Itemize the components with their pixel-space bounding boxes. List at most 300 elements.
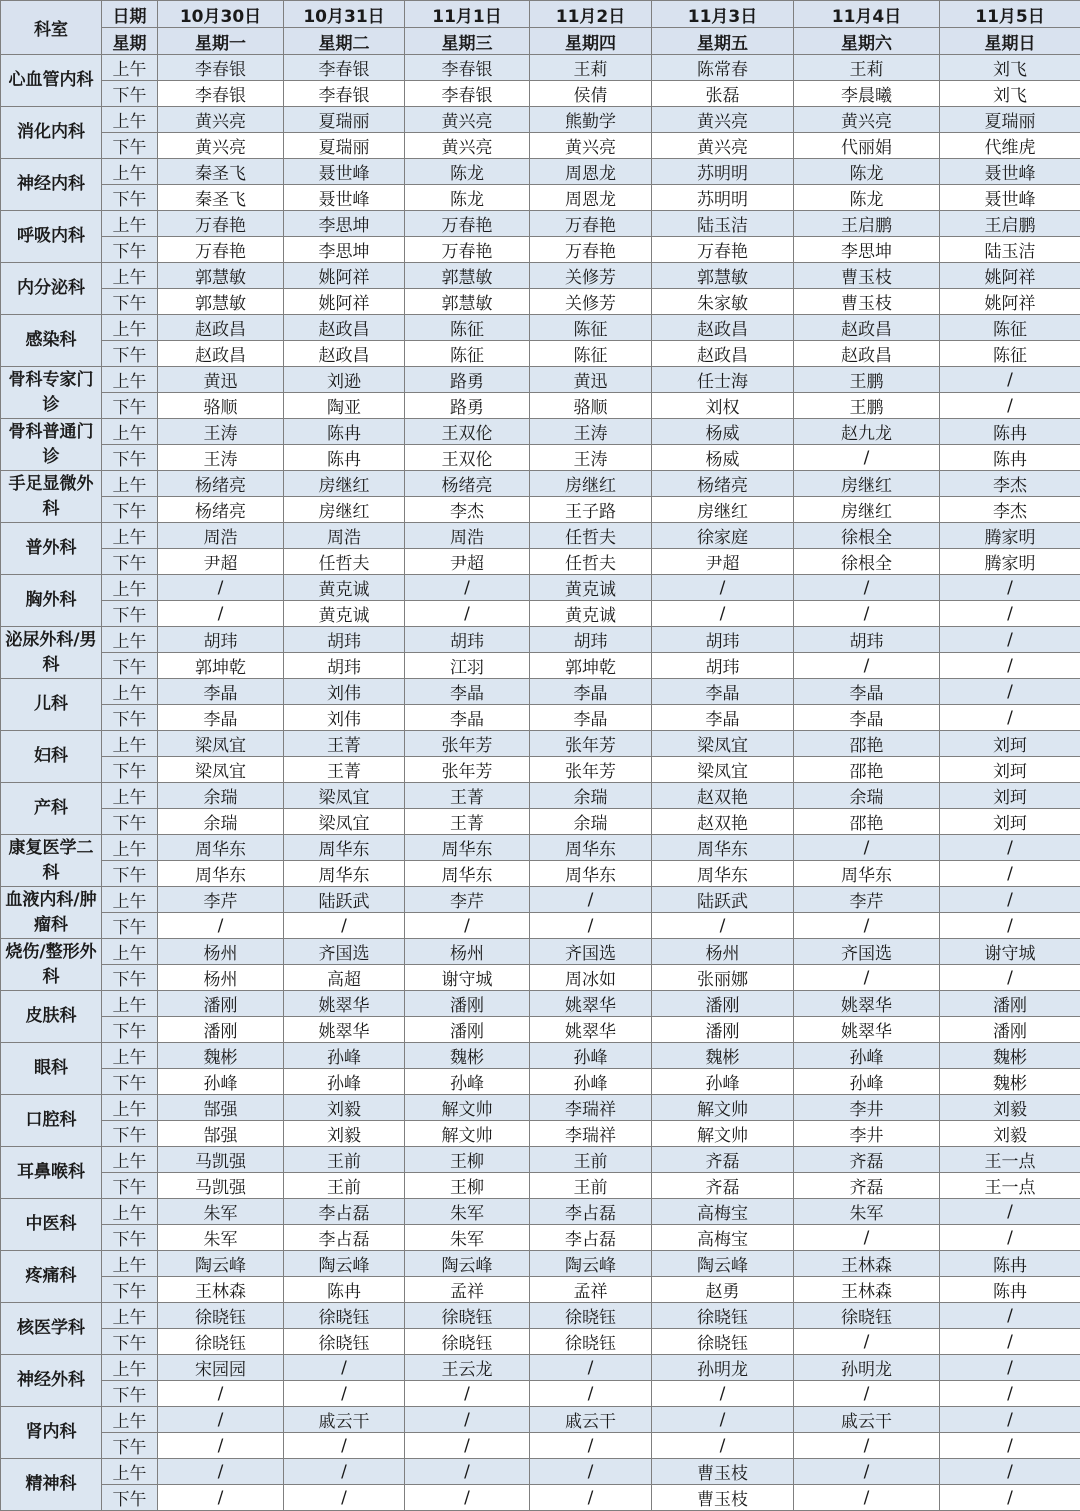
doctor-cell: /: [652, 913, 794, 939]
doctor-cell: 郜强: [158, 1121, 284, 1147]
doctor-cell: 齐磊: [794, 1147, 940, 1173]
doctor-cell: 徐根全: [794, 549, 940, 575]
doctor-cell: 赵九龙: [794, 419, 940, 445]
table-row: [1, 445, 1080, 471]
doctor-cell: 王菁: [405, 783, 530, 809]
doctor-cell: 杨绪亮: [158, 497, 284, 523]
doctor-cell: 余瑞: [158, 783, 284, 809]
department-name: 产科: [1, 783, 102, 835]
doctor-cell: 刘飞: [940, 81, 1080, 107]
doctor-cell: 侯倩: [530, 81, 652, 107]
doctor-cell: 陈龙: [794, 185, 940, 211]
doctor-cell: 杨绪亮: [158, 471, 284, 497]
table-row: [1, 1485, 1080, 1511]
doctor-cell: 陈征: [530, 341, 652, 367]
doctor-cell: 王双伦: [405, 445, 530, 471]
table-row: [1, 1069, 1080, 1095]
doctor-cell: 杨州: [405, 939, 530, 965]
table-row: [1, 809, 1080, 835]
doctor-cell: 杨州: [158, 965, 284, 991]
doctor-cell: 秦圣飞: [158, 159, 284, 185]
doctor-cell: /: [158, 601, 284, 627]
period-label: 下午: [102, 1485, 158, 1511]
doctor-cell: 聂世峰: [284, 185, 405, 211]
table-row: [1, 1251, 1080, 1277]
doctor-cell: 孙明龙: [794, 1355, 940, 1381]
doctor-cell: 邵艳: [794, 731, 940, 757]
table-row: [1, 991, 1080, 1017]
doctor-cell: 陈龙: [405, 185, 530, 211]
period-label: 上午: [102, 419, 158, 445]
doctor-cell: 刘逊: [284, 367, 405, 393]
doctor-cell: 宋园园: [158, 1355, 284, 1381]
doctor-cell: 陈冉: [940, 1251, 1080, 1277]
period-label: 上午: [102, 1147, 158, 1173]
doctor-cell: 谢守城: [405, 965, 530, 991]
doctor-cell: 齐国选: [284, 939, 405, 965]
doctor-cell: 周华东: [794, 861, 940, 887]
doctor-cell: 王鹏: [794, 367, 940, 393]
doctor-cell: 胡玮: [794, 627, 940, 653]
period-label: 下午: [102, 1173, 158, 1199]
dept-column-header: 科室: [1, 1, 102, 55]
table-row: [1, 679, 1080, 705]
department-name: 神经外科: [1, 1355, 102, 1407]
table-row: [1, 1277, 1080, 1303]
schedule-body: [1, 1, 1080, 1511]
doctor-cell: 胡玮: [652, 653, 794, 679]
doctor-cell: 齐磊: [652, 1147, 794, 1173]
doctor-cell: 李思坤: [284, 237, 405, 263]
doctor-cell: 李占磊: [530, 1225, 652, 1251]
doctor-cell: /: [940, 1199, 1080, 1225]
date-header: 11月4日: [794, 1, 940, 28]
doctor-cell: /: [940, 575, 1080, 601]
doctor-cell: 李芹: [405, 887, 530, 913]
table-row: [1, 549, 1080, 575]
doctor-cell: 李春银: [158, 55, 284, 81]
doctor-cell: 刘珂: [940, 757, 1080, 783]
doctor-cell: /: [284, 1485, 405, 1511]
doctor-cell: 刘珂: [940, 809, 1080, 835]
doctor-cell: 徐晓钰: [158, 1329, 284, 1355]
doctor-cell: 李瑞祥: [530, 1095, 652, 1121]
doctor-cell: 骆顺: [530, 393, 652, 419]
doctor-cell: 解文帅: [405, 1095, 530, 1121]
doctor-cell: 王柳: [405, 1147, 530, 1173]
doctor-cell: 关修芳: [530, 289, 652, 315]
doctor-cell: 陈冉: [940, 419, 1080, 445]
doctor-cell: 姚阿祥: [284, 289, 405, 315]
period-label: 上午: [102, 315, 158, 341]
period-label: 下午: [102, 1017, 158, 1043]
table-row: [1, 861, 1080, 887]
doctor-cell: 高梅宝: [652, 1199, 794, 1225]
doctor-cell: /: [158, 1407, 284, 1433]
doctor-cell: 周华东: [405, 835, 530, 861]
doctor-cell: /: [794, 1459, 940, 1485]
doctor-cell: 刘毅: [284, 1095, 405, 1121]
doctor-cell: /: [530, 913, 652, 939]
doctor-cell: 万春艳: [405, 237, 530, 263]
department-name: 心血管内科: [1, 55, 102, 107]
doctor-cell: 谢守城: [940, 939, 1080, 965]
doctor-cell: 姚翠华: [530, 991, 652, 1017]
doctor-cell: 李杰: [940, 471, 1080, 497]
doctor-cell: 王涛: [158, 445, 284, 471]
doctor-cell: /: [794, 1485, 940, 1511]
doctor-cell: 黄兴亮: [652, 107, 794, 133]
doctor-cell: /: [530, 1381, 652, 1407]
period-label: 上午: [102, 55, 158, 81]
doctor-cell: /: [405, 575, 530, 601]
doctor-cell: 周华东: [652, 835, 794, 861]
doctor-cell: 李芹: [158, 887, 284, 913]
doctor-cell: 郭慧敏: [158, 263, 284, 289]
department-name: 核医学科: [1, 1303, 102, 1355]
doctor-cell: 郭慧敏: [405, 289, 530, 315]
doctor-cell: /: [940, 393, 1080, 419]
table-row: [1, 835, 1080, 861]
doctor-cell: 黄兴亮: [405, 133, 530, 159]
table-row: [1, 1043, 1080, 1069]
period-label: 上午: [102, 1199, 158, 1225]
table-row: [1, 1303, 1080, 1329]
doctor-cell: 徐晓钰: [405, 1329, 530, 1355]
table-row: [1, 965, 1080, 991]
doctor-cell: 王林森: [794, 1277, 940, 1303]
doctor-cell: 腾家明: [940, 549, 1080, 575]
department-name: 疼痛科: [1, 1251, 102, 1303]
doctor-cell: /: [405, 1407, 530, 1433]
doctor-cell: 戚云干: [794, 1407, 940, 1433]
period-label: 下午: [102, 81, 158, 107]
weekday-header: 星期一: [158, 28, 284, 55]
doctor-cell: /: [940, 887, 1080, 913]
doctor-cell: 姚阿祥: [940, 289, 1080, 315]
period-label: 上午: [102, 731, 158, 757]
doctor-cell: 刘飞: [940, 55, 1080, 81]
table-row: [1, 55, 1080, 81]
doctor-cell: /: [530, 1459, 652, 1485]
table-row: [1, 575, 1080, 601]
department-name: 呼吸内科: [1, 211, 102, 263]
date-label: 日期: [102, 1, 158, 28]
doctor-cell: 刘毅: [940, 1121, 1080, 1147]
doctor-cell: 潘刚: [158, 991, 284, 1017]
doctor-cell: 黄兴亮: [794, 107, 940, 133]
doctor-cell: 代维虎: [940, 133, 1080, 159]
doctor-cell: 张磊: [652, 81, 794, 107]
doctor-cell: 路勇: [405, 367, 530, 393]
doctor-cell: /: [405, 913, 530, 939]
table-row: [1, 1381, 1080, 1407]
doctor-cell: 房继红: [794, 471, 940, 497]
doctor-cell: 梁凤宜: [158, 731, 284, 757]
doctor-cell: /: [794, 1329, 940, 1355]
doctor-cell: 王柳: [405, 1173, 530, 1199]
doctor-cell: 周恩龙: [530, 185, 652, 211]
doctor-cell: /: [794, 445, 940, 471]
doctor-cell: 赵政昌: [284, 315, 405, 341]
doctor-cell: 王前: [530, 1173, 652, 1199]
period-label: 上午: [102, 107, 158, 133]
department-name: 普外科: [1, 523, 102, 575]
doctor-cell: 黄兴亮: [652, 133, 794, 159]
doctor-cell: /: [284, 1433, 405, 1459]
doctor-cell: 任哲夫: [284, 549, 405, 575]
doctor-cell: 邵艳: [794, 809, 940, 835]
doctor-cell: /: [940, 1303, 1080, 1329]
doctor-cell: 刘权: [652, 393, 794, 419]
doctor-cell: 余瑞: [158, 809, 284, 835]
doctor-cell: 张丽娜: [652, 965, 794, 991]
doctor-cell: 李思坤: [284, 211, 405, 237]
doctor-cell: 刘伟: [284, 705, 405, 731]
table-row: [1, 133, 1080, 159]
doctor-cell: 万春艳: [652, 237, 794, 263]
doctor-cell: 尹超: [158, 549, 284, 575]
doctor-cell: 赵双艳: [652, 809, 794, 835]
doctor-cell: 解文帅: [652, 1095, 794, 1121]
date-header: 10月30日: [158, 1, 284, 28]
doctor-cell: 苏明明: [652, 159, 794, 185]
doctor-cell: 周华东: [158, 835, 284, 861]
doctor-cell: 王鹏: [794, 393, 940, 419]
doctor-cell: 李晨曦: [794, 81, 940, 107]
doctor-cell: /: [794, 1433, 940, 1459]
period-label: 下午: [102, 1433, 158, 1459]
doctor-cell: 徐晓钰: [284, 1303, 405, 1329]
doctor-cell: /: [940, 913, 1080, 939]
doctor-cell: 王林森: [158, 1277, 284, 1303]
department-name: 中医科: [1, 1199, 102, 1251]
header-row-dates: [1, 1, 1080, 28]
doctor-cell: 陶云峰: [405, 1251, 530, 1277]
doctor-cell: 周华东: [530, 861, 652, 887]
doctor-cell: 王一点: [940, 1173, 1080, 1199]
table-row: [1, 289, 1080, 315]
doctor-cell: 魏彬: [940, 1069, 1080, 1095]
doctor-cell: 聂世峰: [940, 185, 1080, 211]
doctor-cell: 曹玉枝: [794, 263, 940, 289]
doctor-cell: /: [158, 575, 284, 601]
doctor-cell: 王菁: [405, 809, 530, 835]
department-name: 泌尿外科/男科: [1, 627, 102, 679]
doctor-cell: 陈征: [940, 341, 1080, 367]
doctor-cell: 齐磊: [652, 1173, 794, 1199]
period-label: 下午: [102, 809, 158, 835]
doctor-cell: 朱军: [158, 1225, 284, 1251]
period-label: 上午: [102, 627, 158, 653]
doctor-cell: 高超: [284, 965, 405, 991]
table-row: [1, 627, 1080, 653]
doctor-cell: 胡玮: [284, 653, 405, 679]
doctor-cell: 周浩: [158, 523, 284, 549]
doctor-cell: 秦圣飞: [158, 185, 284, 211]
doctor-cell: /: [158, 913, 284, 939]
doctor-cell: 陶云峰: [530, 1251, 652, 1277]
doctor-cell: 陈冉: [284, 419, 405, 445]
doctor-cell: 邵艳: [794, 757, 940, 783]
doctor-cell: 杨绪亮: [405, 471, 530, 497]
doctor-cell: 赵勇: [652, 1277, 794, 1303]
doctor-cell: 魏彬: [405, 1043, 530, 1069]
doctor-cell: 李春银: [405, 81, 530, 107]
period-label: 上午: [102, 1251, 158, 1277]
doctor-cell: 李晶: [158, 679, 284, 705]
doctor-cell: 王莉: [530, 55, 652, 81]
doctor-cell: 陈龙: [405, 159, 530, 185]
doctor-cell: 陈冉: [284, 445, 405, 471]
doctor-cell: 万春艳: [405, 211, 530, 237]
doctor-cell: 徐晓钰: [530, 1329, 652, 1355]
doctor-cell: /: [940, 835, 1080, 861]
doctor-cell: 徐晓钰: [652, 1303, 794, 1329]
doctor-cell: /: [940, 1485, 1080, 1511]
doctor-cell: /: [794, 1225, 940, 1251]
doctor-cell: /: [530, 887, 652, 913]
doctor-cell: 夏瑞丽: [284, 133, 405, 159]
period-label: 上午: [102, 575, 158, 601]
department-name: 手足显微外科: [1, 471, 102, 523]
period-label: 上午: [102, 1407, 158, 1433]
period-label: 上午: [102, 835, 158, 861]
doctor-cell: /: [158, 1459, 284, 1485]
date-header: 11月5日: [940, 1, 1080, 28]
doctor-cell: /: [158, 1485, 284, 1511]
date-header: 10月31日: [284, 1, 405, 28]
doctor-cell: 李春银: [284, 81, 405, 107]
period-label: 下午: [102, 757, 158, 783]
doctor-cell: 胡玮: [284, 627, 405, 653]
period-label: 下午: [102, 861, 158, 887]
table-row: [1, 367, 1080, 393]
period-label: 下午: [102, 1381, 158, 1407]
table-row: [1, 1199, 1080, 1225]
table-row: [1, 1355, 1080, 1381]
doctor-cell: 解文帅: [405, 1121, 530, 1147]
doctor-cell: 陆玉洁: [940, 237, 1080, 263]
doctor-cell: 苏明明: [652, 185, 794, 211]
doctor-cell: 李井: [794, 1095, 940, 1121]
department-name: 精神科: [1, 1459, 102, 1511]
doctor-cell: 陆跃武: [284, 887, 405, 913]
doctor-cell: 胡玮: [530, 627, 652, 653]
doctor-cell: 杨州: [652, 939, 794, 965]
doctor-cell: 戚云干: [284, 1407, 405, 1433]
doctor-cell: 姚翠华: [530, 1017, 652, 1043]
doctor-cell: 余瑞: [530, 783, 652, 809]
doctor-cell: 王子路: [530, 497, 652, 523]
doctor-cell: 杨威: [652, 419, 794, 445]
doctor-cell: 高梅宝: [652, 1225, 794, 1251]
date-header: 11月2日: [530, 1, 652, 28]
doctor-cell: 李晶: [158, 705, 284, 731]
weekday-header: 星期三: [405, 28, 530, 55]
period-label: 下午: [102, 1121, 158, 1147]
doctor-cell: 万春艳: [530, 211, 652, 237]
doctor-cell: 潘刚: [405, 991, 530, 1017]
doctor-cell: 周华东: [405, 861, 530, 887]
doctor-cell: 赵政昌: [652, 315, 794, 341]
table-row: [1, 159, 1080, 185]
doctor-cell: 周冰如: [530, 965, 652, 991]
doctor-cell: 李占磊: [284, 1225, 405, 1251]
department-name: 骨科普通门诊: [1, 419, 102, 471]
table-row: [1, 757, 1080, 783]
department-name: 血液内科/肿瘤科: [1, 887, 102, 939]
period-label: 下午: [102, 237, 158, 263]
doctor-cell: 张年芳: [405, 757, 530, 783]
doctor-cell: 聂世峰: [940, 159, 1080, 185]
doctor-cell: 陈冉: [284, 1277, 405, 1303]
doctor-cell: 李晶: [405, 705, 530, 731]
period-label: 下午: [102, 133, 158, 159]
doctor-cell: 杨绪亮: [652, 471, 794, 497]
doctor-cell: /: [940, 653, 1080, 679]
department-name: 耳鼻喉科: [1, 1147, 102, 1199]
doctor-cell: 梁凤宜: [284, 783, 405, 809]
doctor-cell: /: [284, 1381, 405, 1407]
table-row: [1, 705, 1080, 731]
doctor-cell: 齐国选: [794, 939, 940, 965]
table-row: [1, 263, 1080, 289]
doctor-cell: 刘毅: [284, 1121, 405, 1147]
doctor-cell: 李杰: [405, 497, 530, 523]
doctor-cell: 黄兴亮: [158, 133, 284, 159]
doctor-cell: 黄迅: [530, 367, 652, 393]
period-label: 上午: [102, 887, 158, 913]
doctor-cell: 梁凤宜: [652, 731, 794, 757]
doctor-cell: 刘珂: [940, 783, 1080, 809]
doctor-cell: /: [940, 1381, 1080, 1407]
department-name: 消化内科: [1, 107, 102, 159]
doctor-cell: /: [940, 1433, 1080, 1459]
doctor-cell: 任哲夫: [530, 549, 652, 575]
doctor-cell: 魏彬: [158, 1043, 284, 1069]
table-row: [1, 1225, 1080, 1251]
period-label: 下午: [102, 1069, 158, 1095]
doctor-cell: 王前: [530, 1147, 652, 1173]
doctor-cell: 潘刚: [652, 991, 794, 1017]
doctor-cell: 姚翠华: [284, 1017, 405, 1043]
doctor-cell: 周浩: [284, 523, 405, 549]
doctor-cell: 陈征: [940, 315, 1080, 341]
table-row: [1, 1433, 1080, 1459]
doctor-cell: 郭慧敏: [652, 263, 794, 289]
doctor-cell: 孙峰: [794, 1043, 940, 1069]
doctor-cell: /: [940, 367, 1080, 393]
period-label: 上午: [102, 367, 158, 393]
doctor-cell: 李占磊: [530, 1199, 652, 1225]
table-row: [1, 1407, 1080, 1433]
doctor-cell: /: [940, 1459, 1080, 1485]
doctor-cell: 李占磊: [284, 1199, 405, 1225]
doctor-cell: 孙峰: [530, 1069, 652, 1095]
doctor-cell: /: [794, 601, 940, 627]
doctor-cell: 马凯强: [158, 1173, 284, 1199]
doctor-cell: 陶亚: [284, 393, 405, 419]
table-row: [1, 185, 1080, 211]
doctor-cell: 李晶: [405, 679, 530, 705]
doctor-cell: /: [940, 1329, 1080, 1355]
doctor-cell: 赵政昌: [158, 315, 284, 341]
doctor-cell: 潘刚: [158, 1017, 284, 1043]
weekday-header: 星期二: [284, 28, 405, 55]
doctor-cell: 孙明龙: [652, 1355, 794, 1381]
table-row: [1, 211, 1080, 237]
